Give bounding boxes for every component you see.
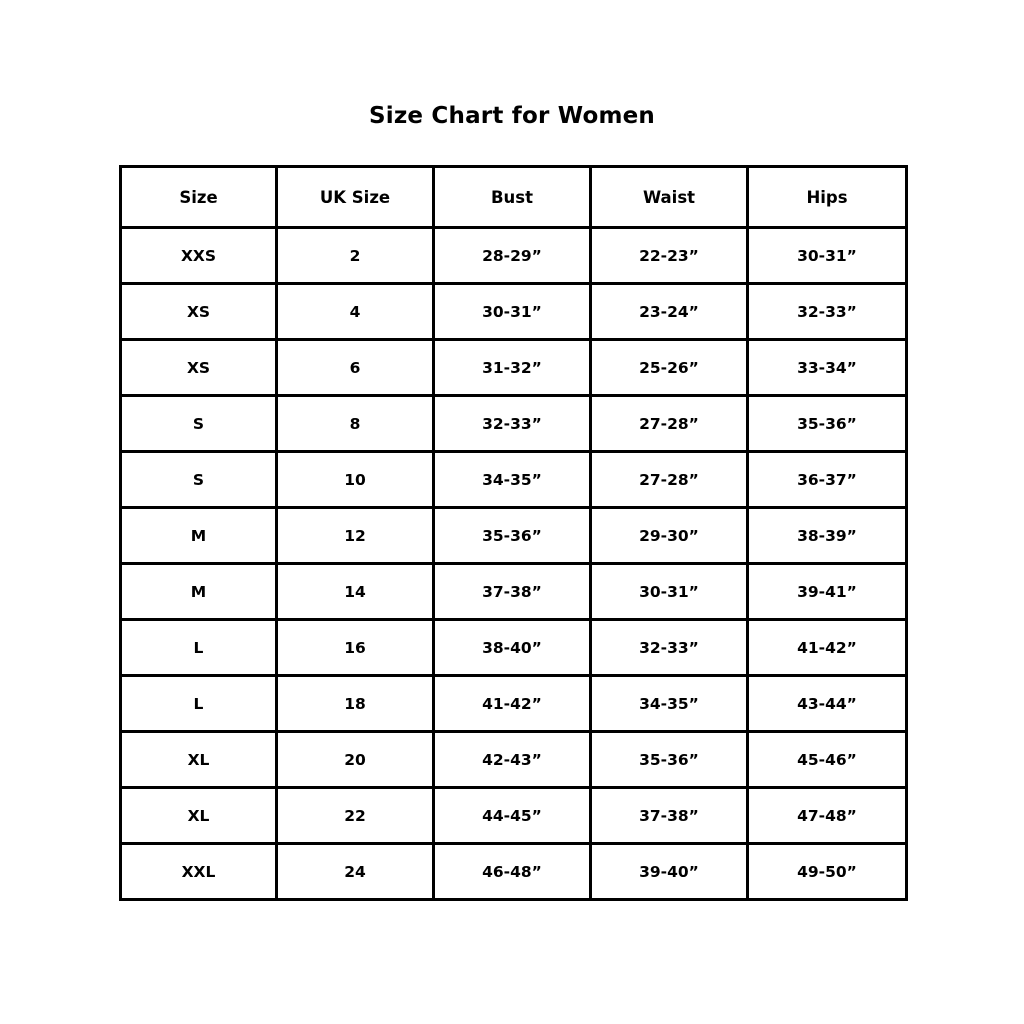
cell-waist: 29-30” [591,508,748,564]
cell-size: XS [121,340,277,396]
table-row [121,788,907,844]
cell-size: M [121,564,277,620]
cell-uk-size: 8 [277,396,434,452]
table-row [121,396,907,452]
cell-size: XXL [121,844,277,900]
cell-bust: 42-43” [434,732,591,788]
cell-uk-size: 22 [277,788,434,844]
cell-size: L [121,620,277,676]
cell-waist: 27-28” [591,396,748,452]
cell-uk-size: 14 [277,564,434,620]
cell-hips: 35-36” [748,396,907,452]
cell-bust: 30-31” [434,284,591,340]
table-row [121,732,907,788]
size-chart-table [119,165,908,901]
cell-waist: 37-38” [591,788,748,844]
cell-waist: 30-31” [591,564,748,620]
cell-uk-size: 16 [277,620,434,676]
cell-uk-size: 20 [277,732,434,788]
cell-waist: 27-28” [591,452,748,508]
column-header-uk-size: UK Size [277,167,434,228]
cell-bust: 38-40” [434,620,591,676]
cell-hips: 41-42” [748,620,907,676]
cell-hips: 33-34” [748,340,907,396]
cell-bust: 37-38” [434,564,591,620]
cell-hips: 30-31” [748,228,907,284]
cell-waist: 23-24” [591,284,748,340]
cell-waist: 25-26” [591,340,748,396]
table-row [121,284,907,340]
cell-bust: 34-35” [434,452,591,508]
cell-uk-size: 6 [277,340,434,396]
cell-bust: 32-33” [434,396,591,452]
cell-waist: 32-33” [591,620,748,676]
cell-waist: 22-23” [591,228,748,284]
table-header-row [121,167,907,228]
table-row [121,452,907,508]
cell-bust: 35-36” [434,508,591,564]
cell-bust: 41-42” [434,676,591,732]
cell-size: M [121,508,277,564]
table-row [121,228,907,284]
cell-size: XL [121,788,277,844]
cell-hips: 45-46” [748,732,907,788]
cell-waist: 34-35” [591,676,748,732]
column-header-bust: Bust [434,167,591,228]
cell-uk-size: 18 [277,676,434,732]
cell-bust: 46-48” [434,844,591,900]
size-chart-table-wrapper [119,165,905,901]
cell-size: XL [121,732,277,788]
cell-bust: 28-29” [434,228,591,284]
column-header-size: Size [121,167,277,228]
cell-bust: 31-32” [434,340,591,396]
cell-uk-size: 24 [277,844,434,900]
cell-uk-size: 2 [277,228,434,284]
table-row [121,676,907,732]
cell-size: S [121,452,277,508]
cell-size: S [121,396,277,452]
cell-hips: 43-44” [748,676,907,732]
cell-hips: 49-50” [748,844,907,900]
cell-size: L [121,676,277,732]
cell-uk-size: 12 [277,508,434,564]
table-row [121,564,907,620]
cell-waist: 35-36” [591,732,748,788]
column-header-waist: Waist [591,167,748,228]
cell-size: XXS [121,228,277,284]
page-title: Size Chart for Women [368,103,655,129]
cell-waist: 39-40” [591,844,748,900]
table-row [121,620,907,676]
cell-size: XS [121,284,277,340]
table-row [121,508,907,564]
cell-hips: 38-39” [748,508,907,564]
cell-hips: 39-41” [748,564,907,620]
cell-hips: 36-37” [748,452,907,508]
table-row [121,844,907,900]
table-row [121,340,907,396]
column-header-hips: Hips [748,167,907,228]
cell-bust: 44-45” [434,788,591,844]
cell-uk-size: 10 [277,452,434,508]
cell-hips: 32-33” [748,284,907,340]
cell-hips: 47-48” [748,788,907,844]
cell-uk-size: 4 [277,284,434,340]
